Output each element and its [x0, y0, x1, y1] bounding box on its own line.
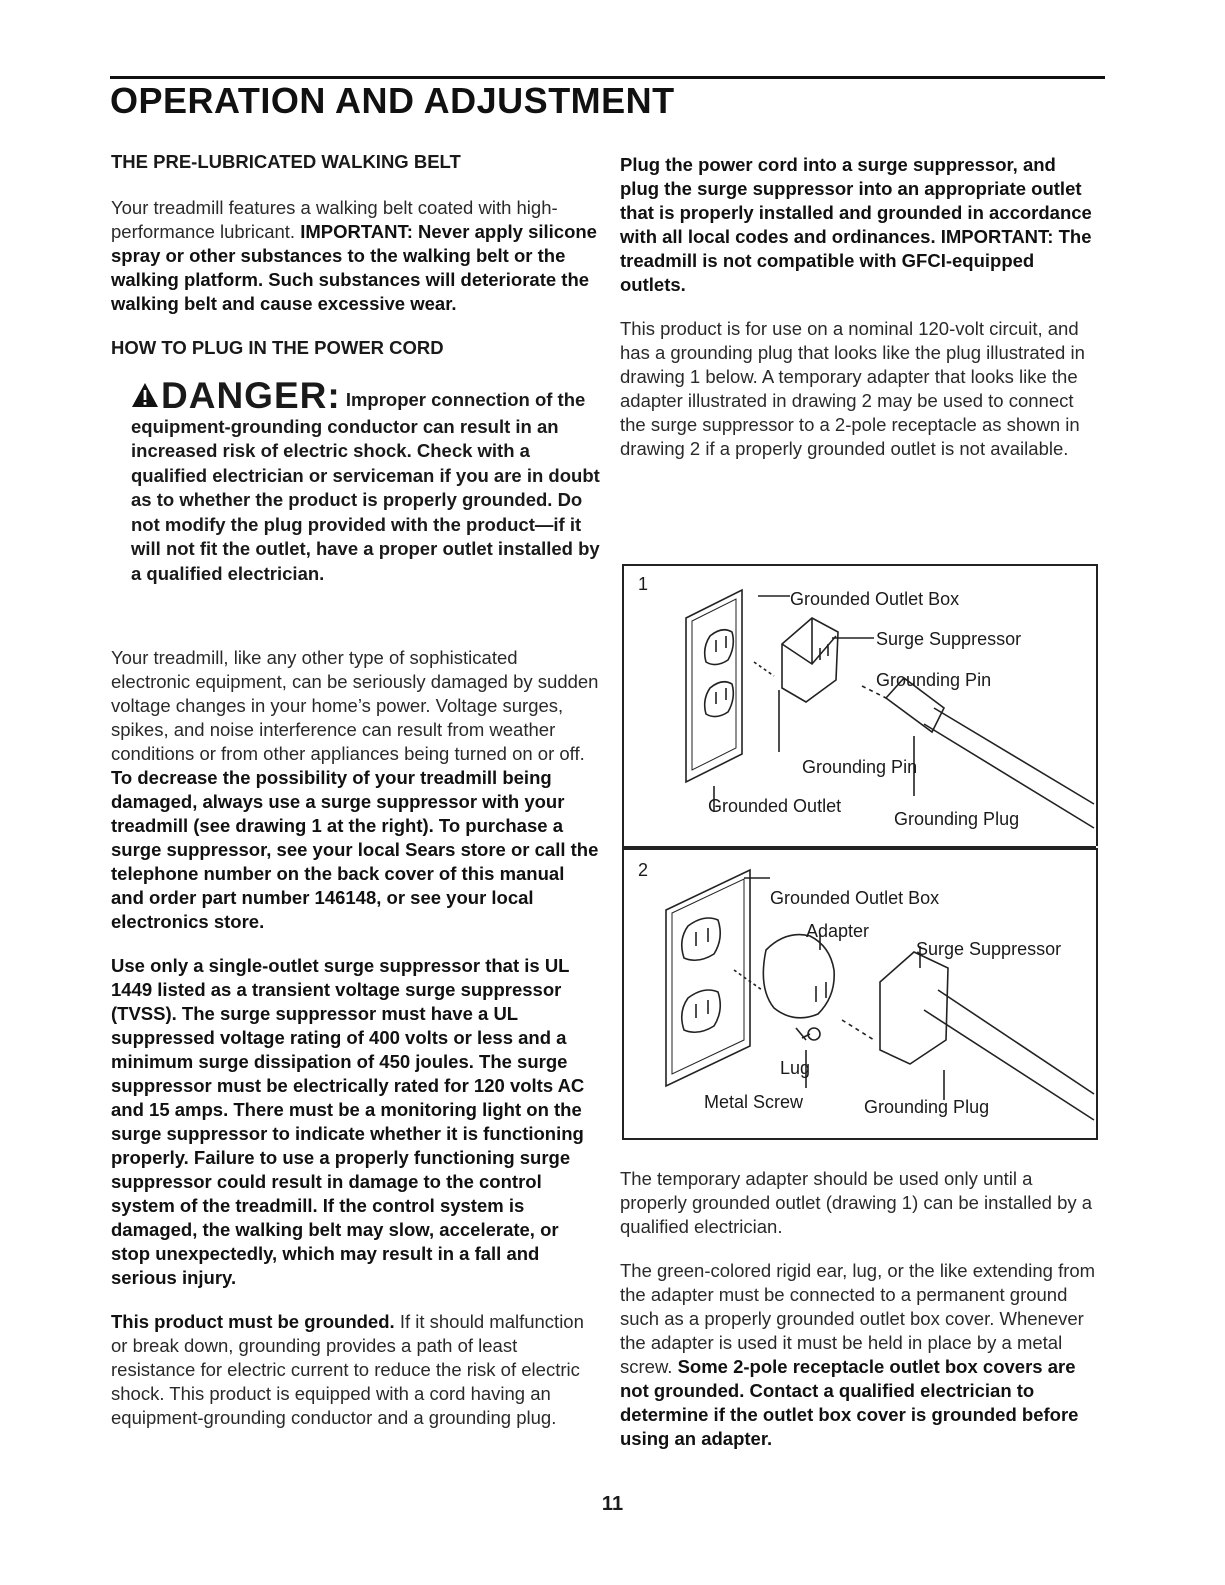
suppressor-requirements-text: Use only a single-outlet surge suppressor that is UL 1449 listed as a transient voltage surge suppressor (TVSS). The surge suppressor must have a UL suppressed voltage rating of 400 volts or less and a minimum surge dissipation of 450 joules. The surge suppressor must be electrically rated for 120 volts AC and 15 amps. There must be a monitoring light on the surge suppressor to indicate whether it is functioning properly. Failure to use a properly functioning surge suppressor could result in damage to the control system of the treadmill. If the control system is damaged, the walking belt may slow, accelerate, or stop unexpectedly, which may result in a fall and serious injury.: [111, 955, 585, 1288]
circuit-paragraph: This product is for use on a nominal 120-volt circuit, and has a grounding plug that looks like the plug illustrated in drawing 1 below. A temporary adapter that looks like the adapter illustrated in drawing 2 may be used to connect the surge suppressor to a 2-pole receptacle as shown in drawing 2 if a properly grounded outlet is not available.: [620, 318, 1085, 459]
belt-paragraph: [111, 196, 601, 316]
label-grounded-outlet: Grounded Outlet: [708, 796, 842, 816]
danger-word: DANGER:: [161, 375, 341, 416]
label-grounding-pin-right: Grounding Pin: [876, 670, 992, 690]
belt-heading: THE PRE-LUBRICATED WALKING BELT: [111, 151, 461, 172]
suppressor-requirements: [111, 954, 601, 1290]
drawing-2-number: 2: [638, 860, 649, 880]
label-surge-suppressor-2: Surge Suppressor: [916, 939, 1062, 959]
drawing-1-number: 1: [638, 574, 649, 594]
label-grounding-plug-2: Grounding Plug: [864, 1097, 990, 1117]
surge-text: Your treadmill, like any other type of sophisticated electronic equipment, can be seriously damaged by sudden voltage changes in your home’s power. Voltage surges, spikes, and noise interference can result from weather conditions or from other appliances being turned on or off.: [111, 647, 599, 764]
drawing-2: [622, 848, 1098, 1140]
surge-bold: To decrease the possibility of your treadmill being damaged, always use a surge suppressor with your treadmill (see drawing 1 at the right). To purchase a surge suppressor, see your local Sears store or call the telephone number on the back cover of this manual and order part number 146148, or see your local electronics store.: [111, 767, 599, 932]
page-number: 11: [601, 1493, 624, 1515]
right-column-lower: [620, 1167, 1100, 1471]
drawing-1: [622, 564, 1098, 846]
label-metal-screw: Metal Screw: [704, 1092, 804, 1112]
grounding-text: If it should malfunction or break down, grounding provides a path of least resistance for electric current to reduce the risk of electric shock. This product is equipped with a cord having an equipment-grounding conductor and a grounding plug.: [111, 1311, 584, 1428]
label-grounded-outlet-box: Grounded Outlet Box: [790, 589, 960, 609]
label-surge-suppressor: Surge Suppressor: [876, 629, 1022, 649]
label-adapter: Adapter: [806, 921, 870, 941]
danger-lead: Improper connection: [345, 389, 530, 410]
label-grounded-outlet-box-2: Grounded Outlet Box: [770, 888, 940, 908]
belt-warning: IMPORTANT: Never apply silicone spray or other substances to the walking belt or the walking platform. Such substances will deteriorate the walking belt and cause excessive wear.: [111, 221, 597, 314]
grounding-paragraph: [111, 1310, 601, 1430]
right-column: [620, 153, 1100, 481]
left-column: [111, 150, 601, 1450]
grounding-bold-2: Plug the power cord into a surge suppressor, and plug the surge suppressor into an appropriate outlet that is properly installed and grounded in accordance with all local codes and ordinances. IMPORTANT: The treadmill is not compatible with GFCI-equipped outlets.: [620, 154, 1092, 295]
label-grounding-plug: Grounding Plug: [894, 809, 1020, 829]
danger-notice: [131, 375, 601, 586]
surge-paragraph: [111, 646, 601, 934]
grounding-bold: This product must be grounded.: [111, 1311, 395, 1332]
belt-text: Your treadmill features a walking belt coated with high-performance lubricant.: [111, 197, 558, 242]
temporary-adapter-paragraph: The temporary adapter should be used only until a properly grounded outlet (drawing 1) can be installed by a qualified electrician.: [620, 1168, 1093, 1237]
warning-icon: [131, 382, 159, 415]
label-grounding-pin-bottom: Grounding Pin: [802, 757, 918, 777]
plug-heading: HOW TO PLUG IN THE POWER CORD: [111, 337, 444, 358]
grounding-continued: [620, 153, 1100, 297]
label-lug: Lug: [780, 1058, 811, 1078]
page-title: OPERATION AND ADJUSTMENT: [110, 80, 675, 121]
top-rule: [110, 76, 1105, 79]
danger-text: of the equipment-grounding conductor can result in an increased risk of electric shock. Check with a qualified electrician or serviceman if you are in doubt as to whether the product is properly grounded. Do not modify the plug provided with the product—if it will not fit the outlet, have a proper outlet installed by a qualified electrician.: [131, 389, 600, 584]
lug-bold: Some 2-pole receptacle outlet box covers are not grounded. Contact a qualified electrician to determine if the outlet box cover is grounded before using an adapter.: [620, 1356, 1079, 1449]
lug-text: The green-colored rigid ear, lug, or the like extending from the adapter must be connected to a permanent ground such as a properly grounded outlet box cover. Whenever the adapter is used it must be held in place by a metal screw.: [620, 1260, 1096, 1377]
lug-paragraph: [620, 1259, 1100, 1451]
